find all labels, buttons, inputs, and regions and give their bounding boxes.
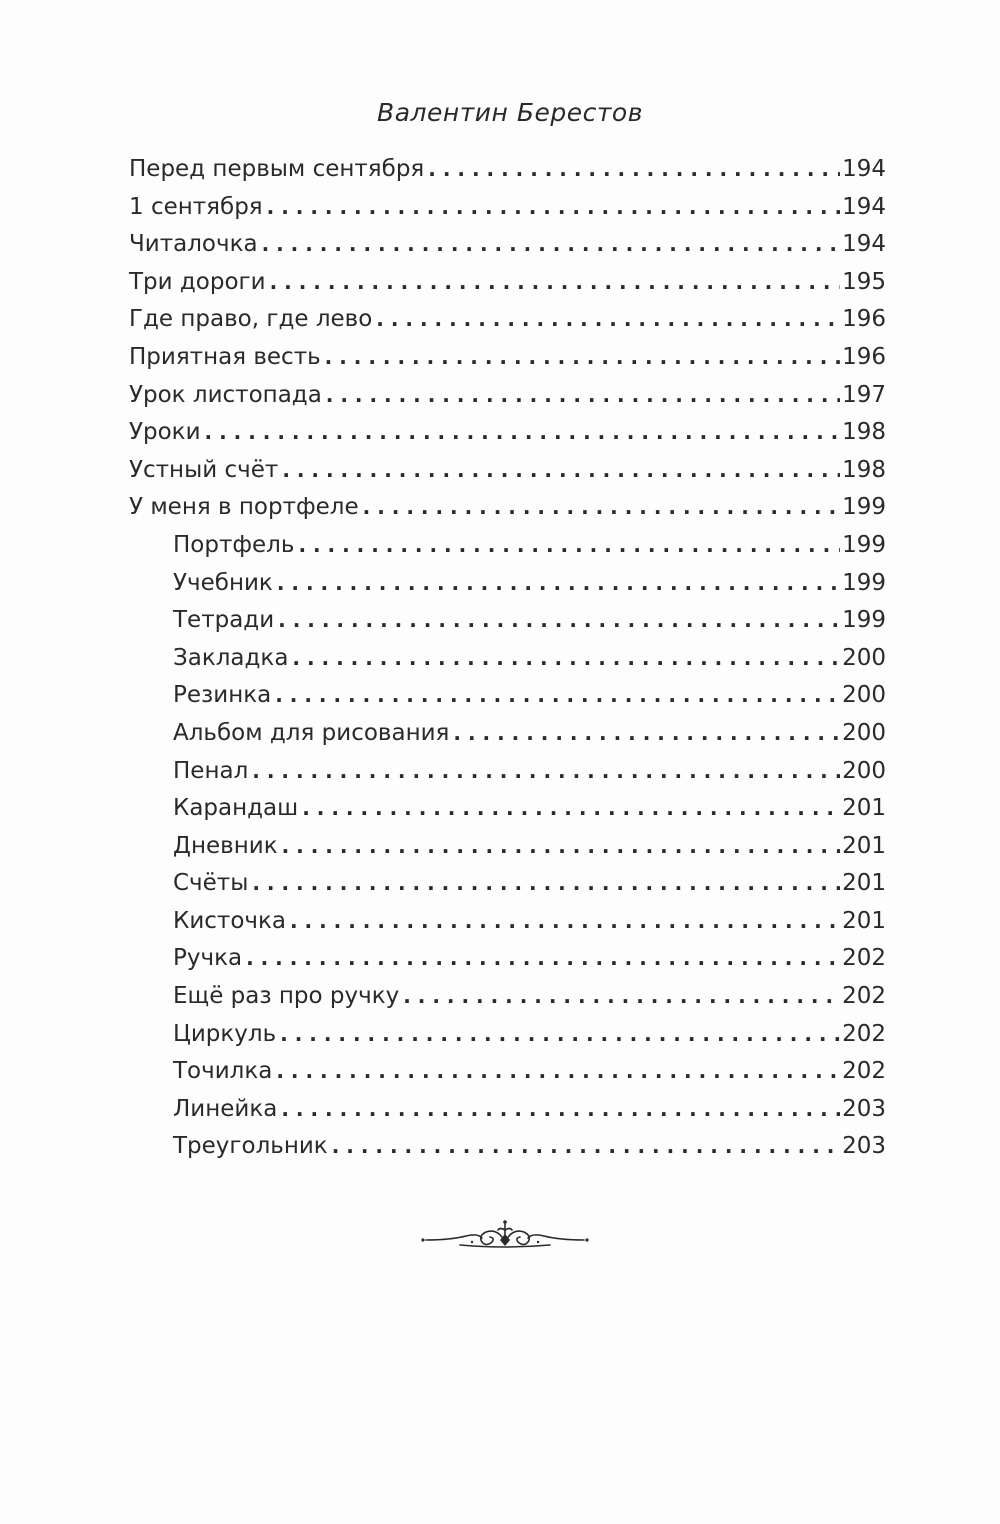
toc-entry-title: Треугольник (173, 1133, 328, 1160)
toc-entry-title: Где право, где лево (129, 306, 373, 333)
toc-entry-page-number: 199 (842, 569, 886, 596)
toc-entry (129, 715, 886, 753)
toc-entry (129, 753, 886, 791)
toc-dot-leader (282, 452, 840, 490)
toc-entry-title: Перед первым сентября (129, 156, 425, 182)
toc-entry (129, 339, 886, 377)
toc-entry (129, 790, 886, 828)
toc-dot-leader (326, 377, 840, 415)
toc-entry-title: Учебник (173, 569, 273, 596)
toc-dot-leader (262, 226, 841, 264)
toc-entry-title: У меня в портфеле (129, 494, 359, 521)
toc-entry (129, 1128, 886, 1166)
toc-entry (129, 527, 886, 565)
toc-entry (129, 602, 886, 640)
toc-entry (129, 189, 886, 227)
toc-entry-title: Уроки (129, 419, 201, 446)
toc-entry (129, 1016, 886, 1054)
toc-dot-leader (205, 414, 841, 452)
toc-entry (129, 640, 886, 678)
toc-entry-page-number: 202 (842, 983, 886, 1010)
toc-entry (129, 264, 886, 302)
toc-entry (129, 452, 886, 490)
toc-entry-page-number: 195 (842, 268, 886, 295)
toc-entry-page-number: 199 (842, 607, 886, 634)
toc-dot-leader (270, 264, 841, 302)
toc-dot-leader (277, 565, 840, 603)
toc-dot-leader (453, 715, 840, 753)
toc-entry-title: Карандаш (173, 795, 299, 822)
toc-entry-title: Циркуль (173, 1020, 277, 1047)
toc-entry (129, 377, 886, 415)
toc-entry (129, 414, 886, 452)
toc-entry-title: Тетради (173, 607, 275, 634)
toc-entry-page-number: 197 (842, 381, 886, 408)
toc-entry-page-number: 194 (842, 193, 886, 220)
toc-dot-leader (376, 301, 840, 339)
toc-entry-title: Закладка (173, 644, 289, 671)
toc-entry-page-number: 200 (842, 757, 886, 784)
toc-entry-title: Линейка (173, 1095, 278, 1122)
toc-entry-title: 1 сентября (129, 193, 263, 220)
toc-entry-title: Урок листопада (129, 381, 322, 408)
toc-entry (129, 1091, 886, 1129)
toc-dot-leader (363, 489, 840, 527)
toc-dot-leader (290, 903, 840, 941)
toc-entry-page-number: 196 (842, 343, 886, 370)
toc-entry-page-number: 201 (842, 795, 886, 822)
toc-entry-page-number: 203 (842, 1133, 886, 1160)
toc-dot-leader (282, 828, 841, 866)
toc-dot-leader (275, 677, 840, 715)
toc-entry (129, 301, 886, 339)
toc-entry-title: Три дороги (129, 268, 266, 295)
section-title: Валентин Берестов (377, 98, 643, 127)
toc-entry (129, 226, 886, 264)
toc-entry-page-number: 201 (842, 870, 886, 897)
toc-dot-leader (278, 602, 840, 640)
toc-dot-leader (428, 151, 840, 189)
toc-dot-leader (252, 753, 840, 791)
toc-entry-title: Дневник (173, 832, 278, 859)
toc-entry-page-number: 199 (842, 494, 886, 521)
toc-entry-title: Ещё раз про ручку (173, 983, 400, 1010)
toc-entry (129, 1053, 886, 1091)
toc-dot-leader (292, 640, 840, 678)
toc-entry (129, 978, 886, 1016)
toc-entry-page-number: 194 (842, 231, 886, 258)
toc-entry (129, 677, 886, 715)
toc-dot-leader (276, 1053, 840, 1091)
toc-entry-page-number: 202 (842, 1020, 886, 1047)
toc-entry-page-number: 199 (842, 531, 886, 558)
toc-entry-page-number: 200 (842, 644, 886, 671)
toc-entry-title: Устный счёт (129, 456, 279, 483)
toc-dot-leader (252, 865, 840, 903)
toc-dot-leader (302, 790, 840, 828)
toc-entry-title: Ручка (173, 945, 243, 972)
toc-entry-page-number: 203 (842, 1095, 886, 1122)
toc-dot-leader (267, 189, 840, 227)
toc-entry-title: Резинка (173, 682, 272, 709)
toc-entry-page-number: 202 (842, 1058, 886, 1085)
toc-entry-title: Кисточка (173, 907, 286, 934)
toc-entry (129, 865, 886, 903)
toc-entry-page-number: 202 (842, 945, 886, 972)
toc-entry (129, 828, 886, 866)
toc-entry (129, 940, 886, 978)
toc-entry-page-number: 198 (842, 419, 886, 446)
toc-entry (129, 151, 886, 189)
toc-entry-title: Читалочка (129, 231, 258, 258)
flourish-divider-icon (420, 1218, 590, 1254)
toc-entry-title: Пенал (173, 757, 249, 784)
toc-entry-page-number: 201 (842, 832, 886, 859)
toc-entry-page-number: 194 (842, 156, 886, 182)
toc-entry-page-number: 200 (842, 719, 886, 746)
toc-entry (129, 489, 886, 527)
toc-entry-page-number: 198 (842, 456, 886, 483)
toc-entry (129, 565, 886, 603)
toc-entry-title: Портфель (173, 531, 295, 558)
toc-entry-title: Точилка (173, 1058, 273, 1085)
toc-entry-title: Альбом для рисования (173, 719, 450, 746)
toc-dot-leader (246, 940, 840, 978)
toc-dot-leader (332, 1128, 840, 1166)
toc-entry-page-number: 196 (842, 306, 886, 333)
toc-entry-title: Счёты (173, 870, 249, 897)
table-of-contents (129, 151, 886, 1166)
toc-entry-page-number: 201 (842, 907, 886, 934)
toc-dot-leader (403, 978, 840, 1016)
toc-entry-title: Приятная весть (129, 343, 321, 370)
toc-entry (129, 903, 886, 941)
toc-dot-leader (325, 339, 840, 377)
toc-dot-leader (280, 1016, 840, 1054)
toc-dot-leader (281, 1091, 840, 1129)
toc-entry-page-number: 200 (842, 682, 886, 709)
toc-dot-leader (298, 527, 840, 565)
